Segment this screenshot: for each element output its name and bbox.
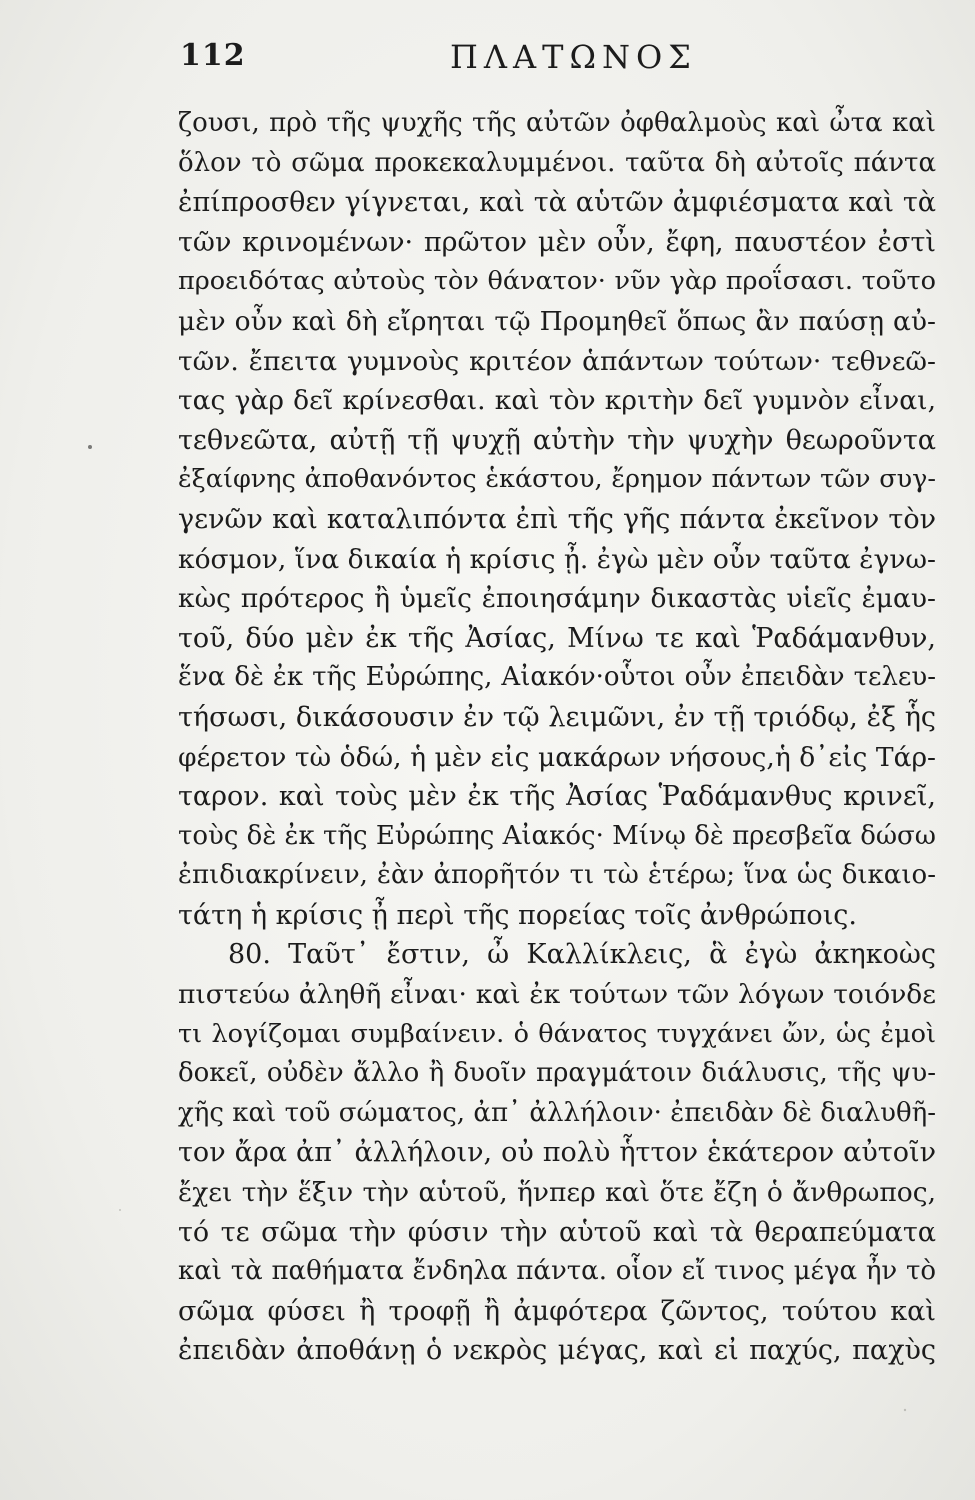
text-line: ἕνα δὲ ἐκ τῆς Εὐρώπης, Αἰακόν·οὗτοι οὖν ἐπειδὰν τελευ- xyxy=(178,662,936,693)
running-title: ΠΛΑΤΩΝΟΣ xyxy=(450,38,697,76)
text-line: σῶμα φύσει ἢ τροφῇ ἢ ἀμφότερα ζῶντος, τούτου καὶ xyxy=(178,1295,936,1327)
body-text xyxy=(178,104,936,1371)
text-line: τῶν. ἔπειτα γυμνοὺς κριτέον ἁπάντων τούτων· τεθνεῶ- xyxy=(178,345,936,377)
text-line: τό τε σῶμα τὴν φύσιν τὴν αὑτοῦ καὶ τὰ θεραπεύματα xyxy=(178,1216,936,1248)
text-line: προειδότας αὐτοὺς τὸν θάνατον· νῦν γὰρ προΐσασι. τοῦτο xyxy=(178,266,936,297)
text-line: ἐπιδιακρίνειν, ἐὰν ἀπορῆτόν τι τὼ ἑτέρω; ἵνα ὡς δικαιο- xyxy=(178,860,936,891)
text-line: τήσωσι, δικάσουσιν ἐν τῷ λειμῶνι, ἐν τῇ τριόδῳ, ἐξ ἧς xyxy=(178,701,936,733)
text-line: ἔχει τὴν ἕξιν τὴν αὑτοῦ, ἥνπερ καὶ ὅτε ἔζη ὁ ἄνθρωπος, xyxy=(178,1177,936,1209)
text-line: μὲν οὖν καὶ δὴ εἴρηται τῷ Προμηθεῖ ὅπως ἂν παύσῃ αὐ- xyxy=(178,305,936,337)
text-line: τεθνεῶτα, αὐτῇ τῇ ψυχῇ αὐτὴν τὴν ψυχὴν θεωροῦντα xyxy=(178,424,936,456)
text-line: τοὺς δὲ ἐκ τῆς Εὐρώπης Αἰακός· Μίνῳ δὲ πρεσβεῖα δώσω xyxy=(178,820,936,851)
text-line: δοκεῖ, οὐδὲν ἄλλο ἢ δυοῖν πραγμάτοιν διάλυσις, τῆς ψυ- xyxy=(178,1058,936,1089)
text-line: ταρον. καὶ τοὺς μὲν ἐκ τῆς Ἀσίας Ῥαδάμανθυς κρινεῖ, xyxy=(178,781,936,813)
text-line: τον ἄρα ἀπ᾽ ἀλλήλοιν, οὐ πολὺ ἧττον ἑκάτερον αὐτοῖν xyxy=(178,1137,936,1169)
paragraph-end-line: τάτη ἡ κρίσις ᾖ περὶ τῆς πορείας τοῖς ἀνθρώποις. xyxy=(178,899,857,931)
page-header xyxy=(180,38,940,88)
text-line: ἐπειδὰν ἀποθάνῃ ὁ νεκρὸς μέγας, καὶ εἰ παχύς, παχὺς xyxy=(178,1335,936,1367)
text-line: ἐπίπροσθεν γίγνεται, καὶ τὰ αὑτῶν ἀμφιέσματα καὶ τὰ xyxy=(178,187,936,219)
text-line: τῶν κρινομένων· πρῶτον μὲν οὖν, ἔφη, παυστέον ἐστὶ xyxy=(178,226,936,258)
paragraph-start-line: 80. Ταῦτ᾽ ἔστιν, ὦ Καλλίκλεις, ἃ ἐγὼ ἀκηκοὼς xyxy=(228,939,936,971)
text-line: τι λογίζομαι συμβαίνειν. ὁ θάνατος τυγχάνει ὤν, ὡς ἐμοὶ xyxy=(178,1018,936,1049)
text-line: γενῶν καὶ καταλιπόντα ἐπὶ τῆς γῆς πάντα ἐκεῖνον τὸν xyxy=(178,503,936,535)
text-line: πιστεύω ἀληθῆ εἶναι· καὶ ἐκ τούτων τῶν λόγων τοιόνδε xyxy=(178,979,936,1011)
text-line: ἐξαίφνης ἀποθανόντος ἑκάστου, ἔρημον πάντων τῶν συγ- xyxy=(178,464,936,495)
text-line: ὅλον τὸ σῶμα προκεκαλυμμένοι. ταῦτα δὴ αὐτοῖς πάντα xyxy=(178,147,936,178)
text-line: καὶ τὰ παθήματα ἔνδηλα πάντα. οἷον εἴ τινος μέγα ἦν τὸ xyxy=(178,1256,936,1287)
text-line: ζουσι, πρὸ τῆς ψυχῆς τῆς αὐτῶν ὀφθαλμοὺς καὶ ὦτα καὶ xyxy=(178,108,936,138)
text-line: τοῦ, δύο μὲν ἐκ τῆς Ἀσίας, Μίνω τε καὶ Ῥαδάμανθυν, xyxy=(178,622,936,654)
text-line: κὼς πρότερος ἢ ὑμεῖς ἐποιησάμην δικαστὰς υἱεῖς ἐμαυ- xyxy=(178,583,936,615)
text-line: φέρετον τὼ ὁδώ, ἡ μὲν εἰς μακάρων νήσους,ἡ δ᾽εἰς Τάρ- xyxy=(178,741,936,773)
text-line: τας γὰρ δεῖ κρίνεσθαι. καὶ τὸν κριτὴν δεῖ γυμνὸν εἶναι, xyxy=(178,385,936,417)
text-line: χῆς καὶ τοῦ σώματος, ἀπ᾽ ἀλλήλοιν· ἐπειδὰν δὲ διαλυθῆ- xyxy=(178,1097,936,1128)
text-line: κόσμον, ἵνα δικαία ἡ κρίσις ᾖ. ἐγὼ μὲν οὖν ταῦτα ἐγνω- xyxy=(178,543,936,575)
page-number: 112 xyxy=(180,38,246,73)
